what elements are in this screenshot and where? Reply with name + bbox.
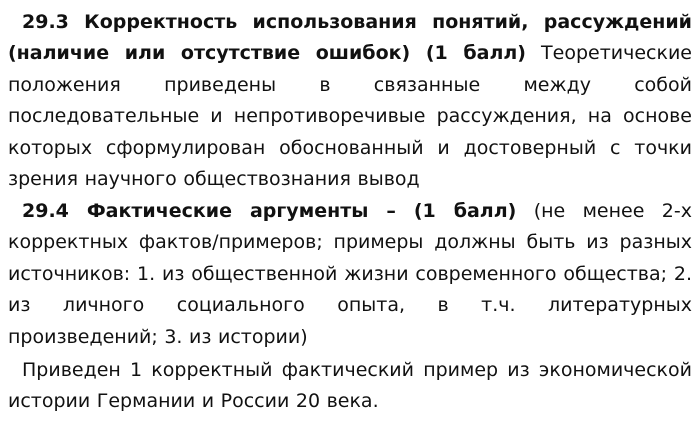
criterion-29-4-text: (не менее 2-х корректных фактов/примеров; примеры должны быть из разных источников: 1. из общественной жизни современного общества; 2. из личного социального опыта, в т.ч. литературных произведений; 3. из истории)	[8, 200, 692, 348]
criterion-29-3-heading: 29.3 Корректность использования понятий, рассуждений (наличие или отсутствие ошибок) (1 балл)	[8, 11, 692, 65]
criterion-29-4-heading: 29.4 Фактические аргументы – (1 балл)	[22, 200, 517, 222]
conclusion-text: Приведен 1 корректный фактический пример из экономической истории Германии и России 20 века.	[8, 359, 692, 413]
conclusion-paragraph	[8, 355, 692, 418]
criterion-29-3-paragraph	[8, 7, 692, 195]
criterion-29-3-text: Теоретические положения приведены в связанные между собой последовательные и непротиворечивые рассуждения, на основе которых сформулирован обоснованный и достоверный с точки зрения научного обществознания вывод	[8, 42, 692, 191]
criterion-29-4-paragraph	[8, 196, 692, 353]
